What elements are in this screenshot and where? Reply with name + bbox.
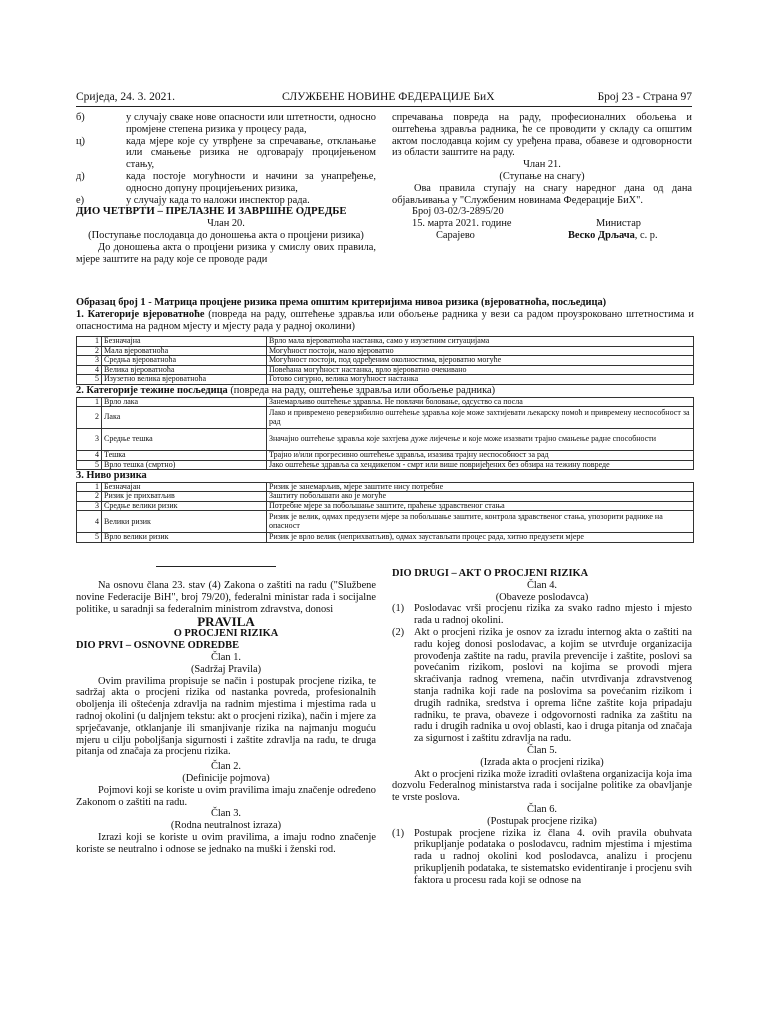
list-item: д) када постоје могућности и начини за унапређење, односно допуну процијењених ризика, — [76, 170, 376, 194]
list-item: б) у случају сваке нове опасности или штетности, односно промјене степена ризика у процесу рада, — [76, 112, 376, 135]
article-text: Ovim pravilima propisuje se način i postupak procjene rizika, te sadržaj akta o procjeni rizika od nastanka povreda, profesionalnih oboljenja ili oštećenja zdravlja na radnim mjestima i mjestima rada u radnoj okolini (u daljnjem tekstu: akt o procjeni rizika), način i mjere za sprječavanje, otklanjanje ili smanjivanje rizika na najmanju moguću mjeru u cilju poboljšanja sigurnosti i zaštite zdravlja na radu, te druga pitanja od značaja za procjenu rizika. — [76, 675, 376, 758]
document-place: Сарајево — [436, 230, 475, 242]
article-subtitle: (Izrada akta o procjeni rizika) — [480, 756, 604, 768]
risk-level-table — [76, 482, 694, 543]
article-subtitle: (Obaveze poslodavca) — [495, 591, 589, 603]
table-row: 1 Врло лака Занемарљиво оштећење здравља. Не повлачи боловање, одсуство са посла — [77, 397, 694, 407]
table-row: 1 Безначајна Врло мала вјероватноћа настанка, само у изузетним ситуацијама — [77, 337, 694, 347]
section-title: 3. Ниво ризика — [76, 470, 147, 482]
risk-matrix-form — [76, 297, 694, 543]
table-row: 4 Тешка Трајно и/или прогресивно оштећење здравља, изазива трајну неспособност за рад — [77, 451, 694, 461]
table-row: 5 Врло велики ризик Ризик је врло велик (неприхватљив), одмах заустављати процес рада, хитно предузети мјере — [77, 533, 694, 543]
section-description: (повреда на раду, оштећење здравља или обољење радника у вези са радом проузроковано штетностима и опасностима на радном мјесту и мјесту рада у радној околини) — [76, 308, 694, 332]
article-number: Član 6. — [526, 803, 557, 815]
bottom-left-column — [76, 580, 376, 856]
signature-suffix: , с. р. — [634, 230, 658, 242]
signature-row — [392, 218, 692, 230]
document-subtitle: O PROCJENI RIZIKA — [173, 628, 279, 640]
article-text: До доношења акта о процјени ризика у смислу ових правила, мјере заштите на раду које се проводе ради — [76, 241, 376, 265]
table-row: 4 Велики ризик Ризик је велик, одмах предузети мјере за побољшање заштите, контрола здравственог стања, упозорити раднике на опасност — [77, 511, 694, 533]
table-row: 3 Средња вјероватноћа Могућност постоји, под одређеним околностима, вјероватно могуће — [77, 356, 694, 366]
article-number: Član 4. — [526, 579, 557, 591]
article-text: Izrazi koji se koriste u ovim pravilima, a imaju rodno značenje koriste se neutralno i odnose se jednako na muški i ženski rod. — [76, 831, 376, 855]
article-text: Pojmovi koji se koriste u ovim pravilima imaju značenje određeno Zakonom o zaštiti na radu. — [76, 784, 376, 808]
running-header — [76, 90, 692, 107]
article-subtitle: (Ступање на снагу) — [499, 170, 585, 182]
article-number: Члан 21. — [523, 159, 561, 171]
form-title: Образац број 1 - Матрица процјене ризика према општим критеријима нивоа ризика (вјероватноћа, посљедица) — [76, 297, 607, 308]
part-title: DIO PRVI – OSNOVNE ODREDBE — [76, 640, 240, 652]
section-title: 1. Категорије вјероватноће — [76, 308, 205, 320]
document-title: PRAVILA — [197, 614, 255, 630]
list-item: е) у случају када то наложи инспектор рада. — [76, 194, 310, 206]
preamble-text: Na osnovu člana 23. stav (4) Zakona o zaštiti na radu ("Službene novine Federacije BiH", broj 79/20), federalni ministar rada i socijalne politike, u saradnji sa federalnim ministrom zdravstva, donosi — [76, 580, 376, 615]
list-item: (2) Akt o procjeni rizika je osnov za izradu internog akta o zaštiti na radu kojeg donosi poslodavac, a kojim se utvrđuje organizacija provođenja zaštite na radu, pravila prevencije i zaštite, poslovi sa povećanim rizikom, poslovi na kojima se provodi mjera skraćivanja radnog vremena, način utvrđivanja zdravstvenog stanja radnika koji rade na poslovima sa povećanim rizikom i drugih radnika, sredstva i oprema lične zaštite koja pripadaju radniku, te prava, obaveze i odgovornosti radnika za zaštitu na radu i drugih radnika u ovoj oblasti, kao i druga pitanja od značaja za sigurnost i zaštitu zdravlja na radu. — [392, 626, 692, 745]
article-number: Član 5. — [526, 744, 557, 756]
list-item: (1) Poslodavac vrši procjenu rizika za svako radno mjesto i mjesto rada u radnoj okolini. — [392, 603, 692, 627]
table-row: 2 Лака Лако и привремено реверзибилно оштећење здравља које може захтијевати љекарску помоћ и привремену неспособност за рад — [77, 407, 694, 429]
article-subtitle: (Поступање послодавца до доношења акта о процјени ризика) — [88, 229, 364, 241]
article-number: Član 2. — [210, 761, 241, 773]
table-row: 5 Изузетно велика вјероватноћа Готово сигурно, велика могућност настанка — [77, 375, 694, 385]
issue-date: Сриједа, 24. 3. 2021. — [76, 91, 176, 103]
article-number: Član 1. — [210, 651, 241, 663]
section-description: (повреда на раду, оштећење здравља или обољење радника) — [227, 384, 496, 396]
part-title: ДИО ЧЕТВРТИ – ПРЕЛАЗНЕ И ЗАВРШНЕ ОДРЕДБЕ — [76, 205, 347, 218]
article-subtitle: (Definicije pojmova) — [182, 772, 270, 784]
document-date: 15. марта 2021. године — [412, 218, 512, 230]
list-item: (1) Postupak procjene rizika iz člana 4. ovih pravila obuhvata prikupljanje podataka o poslodavcu, radnim mjestima i mjestima rada u radnoj okolini kod poslodavca, analizu i procjenu prikupljenih podataka, te sistematsko evidentiranje i procjenu svih faktora u procesu rada koji se odnose na — [392, 827, 692, 886]
top-right-column — [392, 112, 692, 242]
article-subtitle: (Rodna neutralnost izraza) — [170, 820, 282, 832]
part-title: DIO DRUGI – AKT O PROCJENI RIZIKA — [392, 568, 589, 579]
table-row: 3 Средње велики ризик Потребне мјере за побољшање заштите, праћење здравственог стања — [77, 501, 694, 511]
table-row: 1 Безначајан Ризик је занемарљив, мјере заштите нису потребне — [77, 482, 694, 492]
table-row: 5 Врло тешка (смртно) Јако оштећење здравља са хендикепом - смрт или више повријеђених без обзира на тежину повреде — [77, 460, 694, 470]
severity-table — [76, 397, 694, 471]
table-row: 4 Велика вјероватноћа Повећана могућност настанка, врло вјероватно очекивано — [77, 365, 694, 375]
article-number: Члан 20. — [207, 218, 245, 230]
page-number: Број 23 - Страна 97 — [597, 91, 692, 103]
table-row: 2 Мала вјероватноћа Могућност постоји, мало вјероватно — [77, 346, 694, 356]
section-divider — [156, 566, 276, 567]
article-text: Akt o procjeni rizika može izraditi ovlaštena organizacija koja ima dozvolu Federalnog ministarstva rada i socijalne politike za obavljanje te vrste poslova. — [392, 768, 692, 804]
document-number: Број 03-02/3-2895/20 — [412, 206, 504, 218]
list-item: ц) када мјере које су утврђене за спречавање, отклањање или смањење ризика не одговарају процијењеном стању, — [76, 135, 376, 171]
table-row: 2 Ризик је прихватљив Заштиту побољшати ако је могуће — [77, 492, 694, 502]
table-row: 3 Средње тешка Значајно оштећење здравља које захтјева дуже лијечење и које може изазвати трајно смањење радне способности — [77, 429, 694, 451]
minister-name: Веско Дрљача — [568, 230, 635, 242]
probability-table — [76, 336, 694, 385]
article-text: Ова правила ступају на снагу наредног дана од дана објављивања у "Службеним новинама Федерације БиХ". — [392, 182, 692, 206]
article-subtitle: (Sadržaj Pravila) — [190, 663, 262, 675]
article-text: спречавања повреда на раду, професионалних обољења и оштећења здравља радника, ће се проводити у складу са општим актом послодавца којим су уређена права, обавезе и одговорности из области заштите на раду. — [392, 112, 692, 159]
minister-label: Министар — [596, 218, 642, 230]
article-number: Član 3. — [210, 808, 241, 820]
signature-row — [392, 230, 692, 242]
top-left-column — [76, 112, 376, 265]
article-subtitle: (Postupak procjene rizika) — [487, 815, 597, 827]
gazette-title: СЛУЖБЕНЕ НОВИНЕ ФЕДЕРАЦИЈЕ БиХ — [282, 91, 495, 103]
bottom-right-column — [392, 568, 692, 887]
section-title: 2. Категорије тежине посљедица — [76, 384, 228, 396]
